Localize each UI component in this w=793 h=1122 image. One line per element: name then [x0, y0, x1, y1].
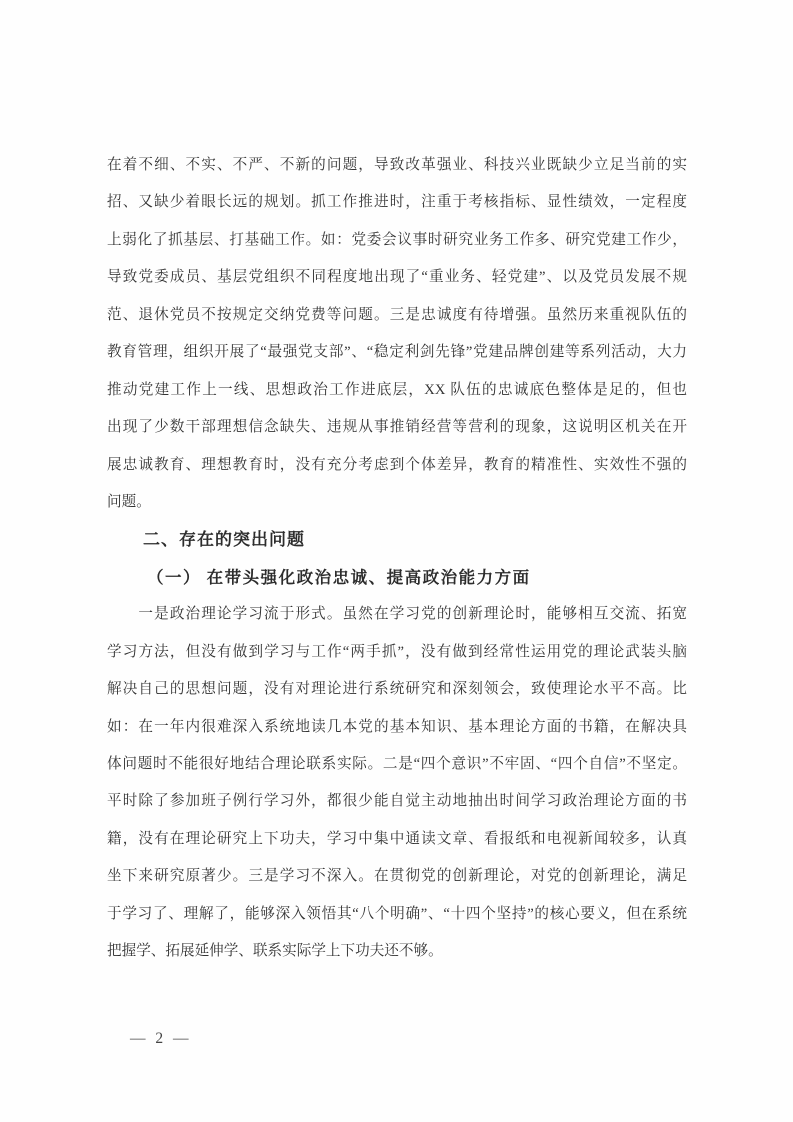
document-content — [107, 147, 687, 971]
text-line: 问题。 — [107, 493, 151, 510]
text-line: 一是政治理论学习流于形式。虽然在学习党的创新理论时，能够相互交流、拓宽 — [107, 606, 687, 623]
body-paragraph — [107, 596, 687, 970]
text-line: 把握学、拓展延伸学、联系实际学上下功夫还不够。 — [107, 943, 443, 960]
text-line: 导致党委成员、基层党组织不同程度地出现了“重业务、轻党建”、以及党员发展不规 — [107, 269, 687, 286]
text-line: 学习方法，但没有做到学习与工作“两手抓”，没有做到经常性运用党的理论武装头脑 — [107, 643, 687, 660]
text-line: 教育管理，组织开展了“最强党支部”、“稳定利剑先锋”党建品牌创建等系列活动，大力 — [107, 344, 687, 361]
text-line: 解决自己的思想问题，没有对理论进行系统研究和深刻领会，致使理论水平不高。比 — [107, 681, 687, 698]
text-line: 展忠诚教育、理想教育时，没有充分考虑到个体差异，教育的精准性、实效性不强的 — [107, 456, 687, 473]
page-number: — 2 — — [130, 1030, 192, 1047]
subsection-heading: （一） 在带头强化政治忠诚、提高政治能力方面 — [147, 567, 531, 587]
text-line: 上弱化了抓基层、打基础工作。如：党委会议事时研究业务工作多、研究党建工作少， — [107, 231, 687, 248]
text-line: 在着不细、不实、不严、不新的问题，导致改革强业、科技兴业既缺少立足当前的实 — [107, 157, 687, 173]
text-line: 籍，没有在理论研究上下功夫，学习中集中通读文章、看报纸和电视新闻较多，认真 — [107, 830, 687, 847]
text-line: 推动党建工作上一线、思想政治工作进底层，XX 队伍的忠诚底色整体是足的，但也 — [107, 381, 687, 398]
text-line: 范、退休党员不按规定交纳党费等问题。三是忠诚度有待增强。虽然历来重视队伍的 — [107, 306, 687, 323]
text-line: 坐下来研究原著少。三是学习不深入。在贯彻党的创新理论，对党的创新理论，满足 — [107, 868, 687, 885]
text-line: 于学习了、理解了，能够深入领悟其“八个明确”、“十四个坚持”的核心要义，但在系统 — [107, 905, 687, 922]
text-line: 如：在一年内很难深入系统地读几本党的基本知识、基本理论方面的书籍，在解决具 — [107, 718, 687, 735]
text-line: 招、又缺少着眼长远的规划。抓工作推进时，注重于考核指标、显性绩效，一定程度 — [107, 194, 687, 211]
body-paragraph-continued — [107, 147, 687, 521]
text-line: 出现了少数干部理想信念缺失、违规从事推销经营等营利的现象，这说明区机关在开 — [107, 419, 687, 436]
section-heading: 二、存在的突出问题 — [143, 530, 305, 550]
text-line: 平时除了参加班子例行学习外，都很少能自觉主动地抽出时间学习政治理论方面的书 — [107, 793, 687, 810]
text-line: 体问题时不能很好地结合理论联系实际。二是“四个意识”不牢固、“四个自信”不坚定。 — [107, 756, 687, 772]
